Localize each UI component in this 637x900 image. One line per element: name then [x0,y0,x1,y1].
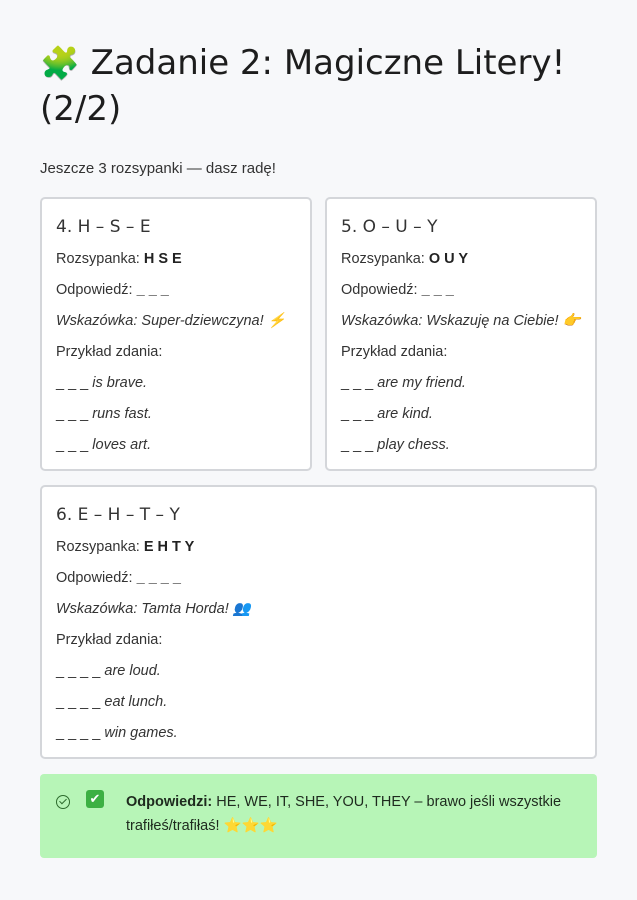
scramble-label: Rozsypanka: [56,251,140,267]
hint-line [56,306,296,337]
card-title: 4. H – S – E [56,217,151,237]
scramble-label: Rozsypanka: [341,251,425,267]
check-mark-icon: ✔ [86,790,104,808]
hint-text: Wskazówka: Super-dziewczyna! ⚡ [56,313,286,329]
scramble-line [56,532,581,563]
example-blank: _ _ _ _ [56,725,101,741]
scramble-letters: O U Y [428,251,469,267]
example-sentence [341,368,581,399]
example-sentence [56,368,296,399]
example-sentence [56,656,581,687]
exercise-card-6 [40,485,597,759]
answer-line [341,275,581,306]
example-blank: _ _ _ [341,375,374,391]
page-title-text: Zadanie 2: Magiczne Litery! (2/2) [40,43,566,129]
answer-blank: _ _ _ [136,282,169,298]
example-blank: _ _ _ _ [56,663,101,679]
example-text: runs fast. [92,406,152,422]
example-text: are loud. [104,663,161,679]
example-text: is brave. [92,375,148,391]
intro-text: Jeszcze 3 rozsypanki — dasz radę! [40,160,276,177]
example-label: Przykład zdania: [341,344,448,360]
answers-box [40,774,597,858]
scramble-letters: H S E [143,251,182,267]
scramble-label: Rozsypanka: [56,539,140,555]
check-circle-icon [56,795,70,809]
answer-blank: _ _ _ [421,282,454,298]
example-text: loves art. [92,437,152,453]
page-title [40,40,600,132]
answer-blank: _ _ _ _ [136,570,181,586]
card-title: 5. O – U – Y [341,217,438,237]
scramble-line [341,244,581,275]
hint-line [56,594,581,625]
example-sentence [341,430,581,461]
answers-text: HE, WE, IT, SHE, YOU, THEY – brawo jeśli wszystkie trafiłeś/trafiłaś! ⭐⭐⭐ [126,794,562,834]
example-sentence [56,430,296,461]
example-blank: _ _ _ [341,406,374,422]
answer-line [56,563,581,594]
example-text: eat lunch. [104,694,168,710]
example-sentence [56,399,296,430]
hint-text: Wskazówka: Wskazuję na Ciebie! 👉 [341,313,581,329]
answer-line [56,275,296,306]
hint-line [341,306,581,337]
scramble-letters: E H T Y [143,539,195,555]
example-text: are kind. [377,406,433,422]
example-blank: _ _ _ [56,437,89,453]
example-sentence [341,399,581,430]
example-text: win games. [104,725,178,741]
exercise-card-5 [325,197,597,471]
example-label: Przykład zdania: [56,632,163,648]
example-blank: _ _ _ [341,437,374,453]
answer-label: Odpowiedź: [56,570,133,586]
example-blank: _ _ _ _ [56,694,101,710]
hint-text: Wskazówka: Tamta Horda! 👥 [56,601,251,617]
example-text: play chess. [377,437,450,453]
example-text: are my friend. [377,375,466,391]
answer-label: Odpowiedź: [341,282,418,298]
example-blank: _ _ _ [56,406,89,422]
example-sentence [56,718,581,749]
example-sentence [56,687,581,718]
puzzle-piece-icon: 🧩 [40,44,80,82]
scramble-line [56,244,296,275]
answer-label: Odpowiedź: [56,282,133,298]
exercise-card-4 [40,197,312,471]
answers-label: Odpowiedzi: [126,794,213,810]
example-blank: _ _ _ [56,375,89,391]
card-title: 6. E – H – T – Y [56,505,180,525]
example-label: Przykład zdania: [56,344,163,360]
